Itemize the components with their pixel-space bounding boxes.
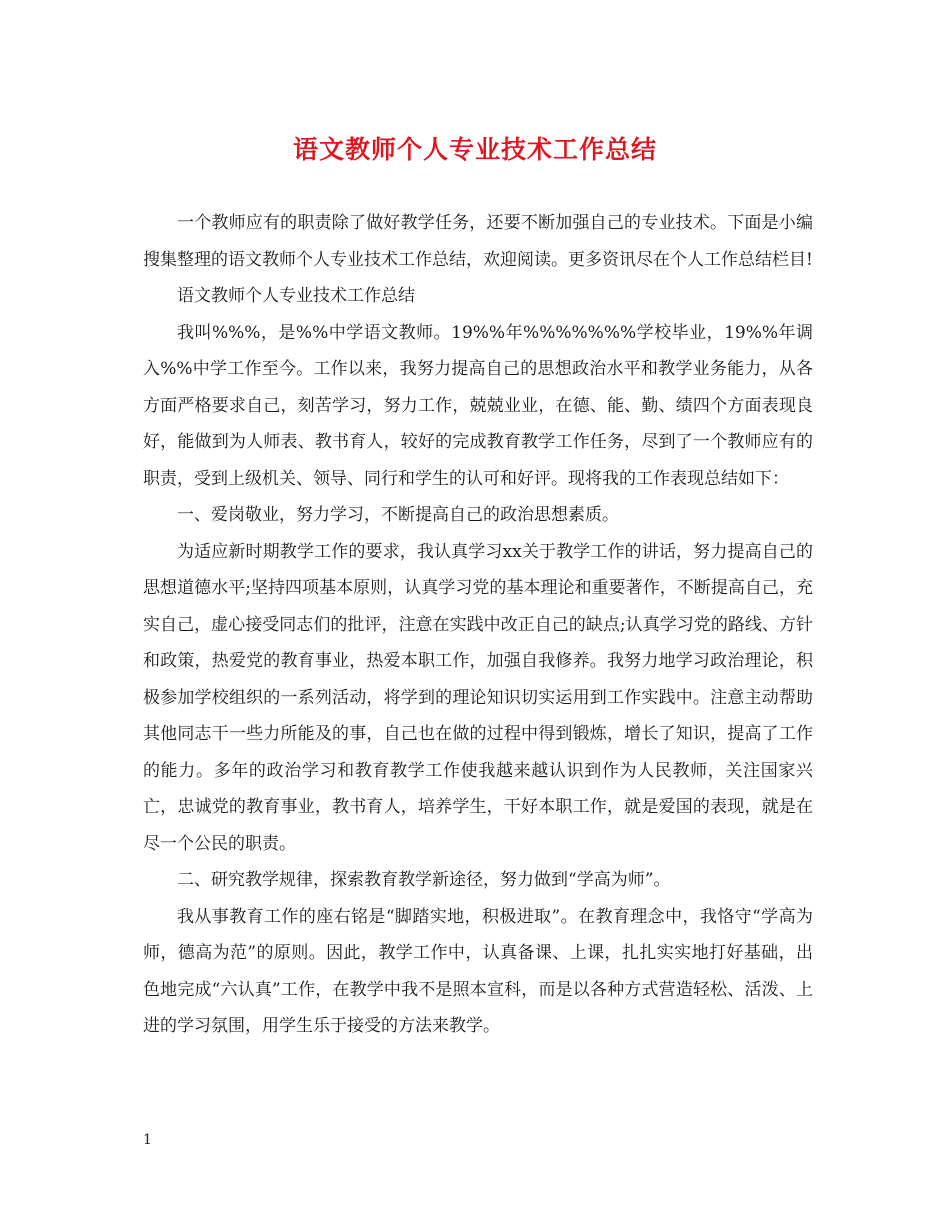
section-heading-one: 一、爱岗敬业，努力学习，不断提高自己的政治思想素质。 (177, 505, 619, 525)
section-two-paragraph: 我从事教育工作的座右铭是“脚踏实地，积极进取”。在教育理念中，我恪守“学高为师，德高为范”的原则。因此，教学工作中，认真备课、上课，扎扎实实地打好基础，出色地完成“六认真”工作，在教学中我不是照本宣科，而是以各种方式营造轻松、活泼、上进的学习氛围，用学生乐于接受的方法来教学。 (143, 906, 813, 1036)
subtitle-paragraph: 语文教师个人专业技术工作总结 (177, 286, 415, 306)
intro-paragraph: 一个教师应有的职责除了做好教学任务，还要不断加强自己的专业技术。下面是小编搜集整理的语文教师个人专业技术工作总结，欢迎阅读。更多资讯尽在个人工作总结栏目! (143, 213, 813, 270)
document-title: 语文教师个人专业技术工作总结 (292, 135, 657, 164)
page-number: 1 (143, 1132, 152, 1148)
self-introduction-paragraph: 我叫%%%，是%%中学语文教师。19%%年%%%%%%%学校毕业，19%%年调入%%中学工作至今。工作以来，我努力提高自己的思想政治水平和教学业务能力，从各方面严格要求自己，刻苦学习，努力工作，兢兢业业，在德、能、勤、绩四个方面表现良好，能做到为人师表、教书育人，较好的完成教育教学工作任务，尽到了一个教师应有的职责，受到上级机关、领导、同行和学生的认可和好评。现将我的工作表现总结如下： (143, 322, 813, 489)
section-one-paragraph: 为适应新时期教学工作的要求，我认真学习xx关于教学工作的讲话，努力提高自己的思想道德水平;坚持四项基本原则，认真学习党的基本理论和重要著作，不断提高自己，充实自己，虚心接受同志们的批评，注意在实践中改正自己的缺点;认真学习党的路线、方针和政策，热爱党的教育事业，热爱本职工作，加强自我修养。我努力地学习政治理论，积极参加学校组织的一系列活动，将学到的理论知识切实运用到工作实践中。注意主动帮助其他同志干一些力所能及的事，自己也在做的过程中得到锻炼，增长了知识，提高了工作的能力。多年的政治学习和教育教学工作使我越来越认识到作为人民教师，关注国家兴亡，忠诚党的教育事业，教书育人，培养学生，干好本职工作，就是爱国的表现，就是在尽一个公民的职责。 (143, 541, 813, 854)
section-heading-two: 二、研究教学规律，探索教育教学新途径，努力做到“学高为师”。 (177, 870, 671, 890)
document-body (143, 205, 813, 1045)
